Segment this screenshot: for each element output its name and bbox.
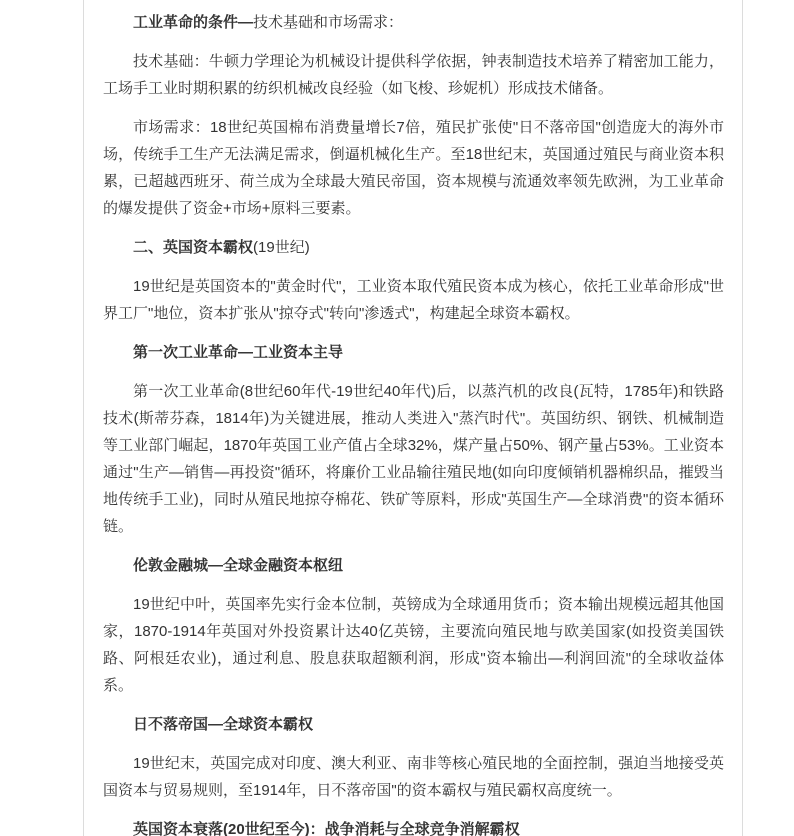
heading-british-capital-decline [103,816,724,836]
article-content [83,0,743,836]
lead-regular-text: 技术基础和市场需求： [253,14,404,31]
heading-bold-text: 伦敦金融城—全球金融资本枢纽 [133,557,344,574]
heading-first-industrial-revolution [103,339,724,366]
heading-london-financial-city [103,552,724,579]
heading-bold-text: 日不落帝国—全球资本霸权 [133,716,314,733]
heading-bold-text: 第一次工业革命—工业资本主导 [133,344,344,361]
heading-bold-text: 二、英国资本霸权 [133,239,254,256]
paragraph-tech-basis: 技术基础：牛顿力学理论为机械设计提供科学依据，钟表制造技术培养了精密加工能力，工场手工业时期积累的纺织机械改良经验（如飞梭、珍妮机）形成技术储备。 [103,53,724,97]
paragraph-section-2-intro: 19世纪是英国资本的"黄金时代"，工业资本取代殖民资本成为核心，依托工业革命形成"世界工厂"地位，资本扩张从"掠夺式"转向"渗透式"，构建起全球资本霸权。 [103,278,724,322]
paragraph-market-demand: 市场需求：18世纪英国棉布消费量增长7倍，殖民扩张使"日不落帝国"创造庞大的海外市场，传统手工生产无法满足需求，倒逼机械化生产。至18世纪末，英国通过殖民与商业资本积累，已超越西班牙、荷兰成为全球最大殖民帝国，资本规模与流通效率领先欧洲，为工业革命的爆发提供了资金+市场+原料三要素。 [103,119,724,217]
heading-bold-text: 英国资本衰落(20世纪至今)：战争消耗与全球竞争消解霸权 [133,821,520,836]
paragraph-london-financial-city: 19世纪中叶，英国率先实行金本位制，英镑成为全球通用货币；资本输出规模远超其他国家，1870-1914年英国对外投资累计达40亿英镑，主要流向殖民地与欧美国家(如投资美国铁路、阿根廷农业)，通过利息、股息获取超额利润，形成"资本输出—利润回流"的全球收益体系。 [103,596,724,694]
heading-empire-global-capital-hegemony [103,711,724,738]
lead-paragraph-industrial-revolution-conditions [103,9,724,36]
paragraph-first-industrial-revolution: 第一次工业革命(8世纪60年代-19世纪40年代)后，以蒸汽机的改良(瓦特，1785年)和铁路技术(斯蒂芬森，1814年)为关键进展，推动人类进入"蒸汽时代"。英国纺织、钢铁、机械制造等工业部门崛起，1870年英国工业产值占全球32%，煤产量占50%、钢产量占53%。工业资本通过"生产—销售—再投资"循环，将廉价工业品输往殖民地(如向印度倾销机器棉织品，摧毁当地传统手工业)，同时从殖民地掠夺棉花、铁矿等原料，形成"英国生产—全球消费"的资本循环链。 [103,383,724,535]
lead-bold-text: 工业革命的条件— [133,14,254,31]
paragraph-empire-global-capital-hegemony: 19世纪末，英国完成对印度、澳大利亚、南非等核心殖民地的全面控制，强迫当地接受英国资本与贸易规则，至1914年，日不落帝国"的资本霸权与殖民霸权高度统一。 [103,755,724,799]
heading-regular-text: (19世纪) [253,239,310,256]
heading-section-2-british-capital-hegemony [103,234,724,261]
